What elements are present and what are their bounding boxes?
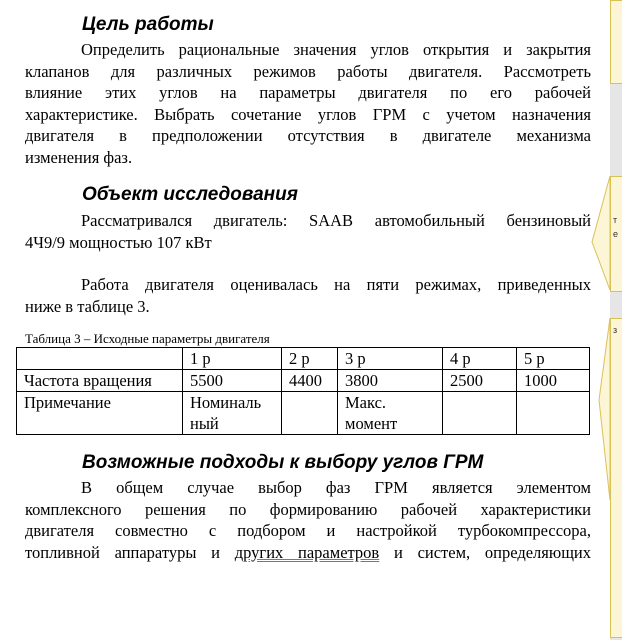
text-line: В общем случае выбор фаз ГРМ является элементом: [81, 478, 591, 497]
paragraph-goal: [25, 39, 591, 169]
table-header-cell: 4 р: [443, 348, 517, 370]
comment-balloon[interactable]: [610, 176, 622, 292]
table-cell: 3800: [338, 370, 443, 392]
table-cell: [282, 392, 338, 435]
text-line: Определить рациональные значения углов открытия и закрытия: [81, 40, 591, 59]
text-line: влияние этих углов на параметры двигателя по его рабочей: [25, 83, 591, 103]
comment-text: з: [613, 325, 618, 335]
table-header-cell: 5 р: [517, 348, 590, 370]
text-line: изменения фаз.: [25, 147, 133, 167]
text-line: двигателя совместно с подбором и настройкой турбокомпрессора,: [25, 521, 591, 541]
table-header-row: [17, 348, 590, 370]
comment-text: е: [613, 229, 619, 239]
engine-parameters-table: [16, 347, 590, 435]
text-fragment: топливной аппаратуры и: [25, 542, 235, 562]
table-header-cell: 3 р: [338, 348, 443, 370]
text-line: ниже в таблице 3.: [25, 296, 150, 316]
comments-pane[interactable]: [610, 0, 622, 640]
table-cell: Частота вращения: [17, 370, 183, 392]
table-cell: Макс. момент: [338, 392, 443, 435]
heading-object: Объект исследования: [82, 184, 298, 205]
table-row: [17, 392, 590, 435]
table-row: [17, 370, 590, 392]
comment-balloon[interactable]: [610, 0, 622, 84]
table-caption: Таблица 3 – Исходные параметры двигателя: [25, 331, 270, 346]
text-line: Рассматривался двигатель: SAAB автомобильный бензиновый: [81, 211, 591, 230]
table-cell: [517, 392, 590, 435]
text-line: клапанов для различных режимов работы двигателя. Рассмотреть: [25, 61, 591, 81]
table-cell: 2500: [443, 370, 517, 392]
text-line: комплексного решения по формированию рабочей характеристики: [25, 499, 591, 519]
flagged-text[interactable]: других параметров: [234, 542, 380, 562]
table-cell: 1000: [517, 370, 590, 392]
text-fragment: и систем, определяющих: [379, 542, 591, 562]
paragraph-object-engine: [25, 210, 591, 253]
text-line: [25, 542, 591, 564]
paragraph-approaches: [25, 477, 591, 563]
table-cell: 4400: [282, 370, 338, 392]
paragraph-object-modes: [25, 274, 591, 317]
table-header-cell: 2 р: [282, 348, 338, 370]
table-header-cell: 1 р: [183, 348, 282, 370]
heading-approaches: Возможные подходы к выбору углов ГРМ: [82, 452, 484, 473]
text-line: характеристике. Выбрать сочетание углов ГРМ с учетом назначения: [25, 104, 591, 124]
table-cell: [443, 392, 517, 435]
comment-balloon[interactable]: [610, 318, 622, 638]
comment-text: т: [613, 215, 618, 225]
table-header-cell: [17, 348, 183, 370]
text-line: двигателя в предположении отсутствия в двигателе механизма: [25, 126, 591, 146]
table-cell: 5500: [183, 370, 282, 392]
table-cell: Примечание: [17, 392, 183, 435]
table-cell: Номиналь ный: [183, 392, 282, 435]
text-line: 4Ч9/9 мощностью 107 кВт: [25, 232, 212, 252]
text-line: Работа двигателя оценивалась на пяти режимах, приведенных: [81, 275, 591, 294]
heading-goal: Цель работы: [82, 14, 214, 35]
